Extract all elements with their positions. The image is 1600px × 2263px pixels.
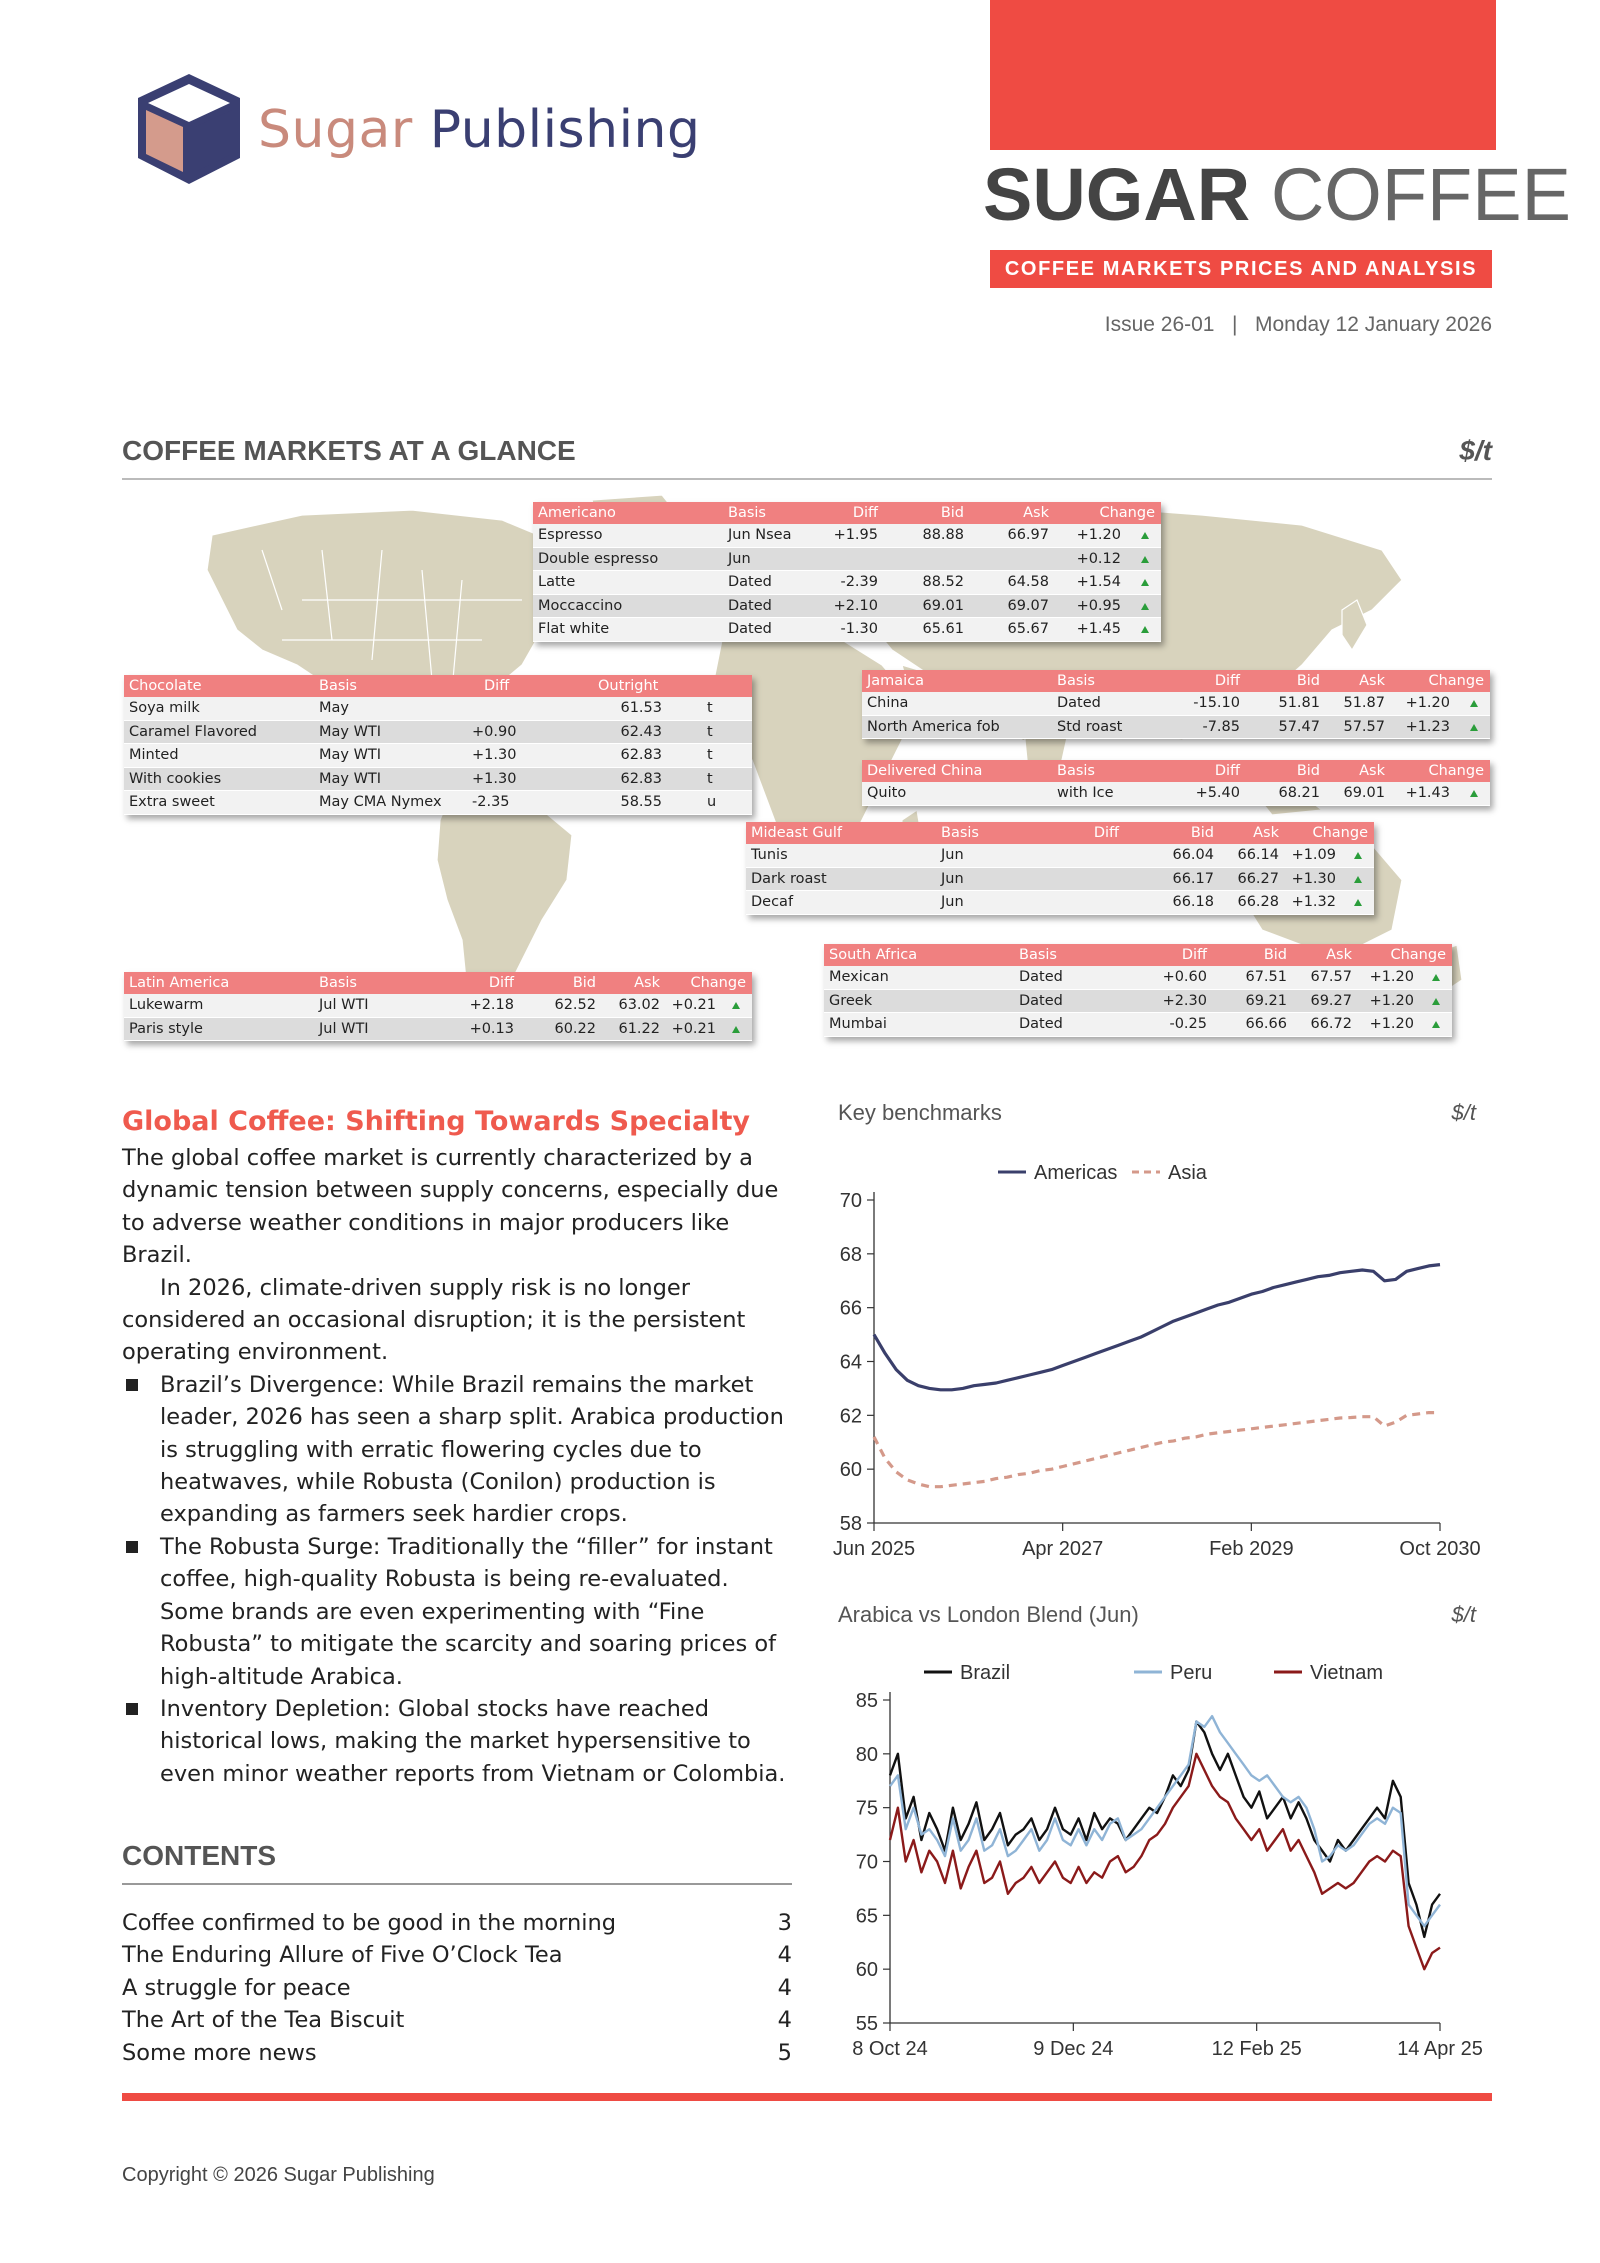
- cell: 57.57: [1343, 718, 1385, 735]
- table-row: [124, 994, 752, 1018]
- table-row: [124, 791, 752, 815]
- contents-item[interactable]: [122, 2040, 792, 2072]
- cell: t: [707, 723, 713, 740]
- header-cell: Diff: [488, 975, 514, 991]
- contents-list: [122, 1910, 792, 2072]
- table-header: [824, 944, 1452, 966]
- up-arrow-icon: [1141, 532, 1149, 539]
- cell: -15.10: [1193, 695, 1240, 711]
- article-bullet: [122, 1693, 792, 1790]
- y-tick-label: 55: [855, 2013, 878, 2035]
- cell: +0.21: [671, 997, 716, 1013]
- article-paragraph: In 2026, climate-driven supply risk is no longer considered an occasional disruption; it is the persistent operating environment.: [122, 1274, 746, 1366]
- cell: 63.02: [618, 997, 660, 1013]
- table-body: [124, 697, 752, 815]
- up-arrow-icon: [1354, 852, 1362, 859]
- x-tick-label: 9 Dec 24: [1033, 2038, 1114, 2060]
- legend-label: Asia: [1168, 1162, 1207, 1184]
- up-arrow-icon: [1470, 724, 1478, 731]
- cell: Caramel Flavored: [129, 723, 258, 740]
- table-row: [533, 571, 1161, 595]
- header-cell: Change: [1312, 825, 1368, 841]
- x-tick-label: Apr 2027: [1022, 1538, 1104, 1560]
- table-row: [746, 891, 1374, 915]
- cell: +1.30: [472, 747, 517, 763]
- cell: Greek: [829, 992, 873, 1009]
- cell: North America fob: [867, 718, 1000, 735]
- legend-label: Americas: [1034, 1162, 1118, 1184]
- header-cell: South Africa: [829, 947, 918, 963]
- y-tick-label: 85: [855, 1690, 878, 1712]
- header-cell: Bid: [1296, 673, 1320, 689]
- table-row: [824, 1013, 1452, 1037]
- cell: Soya milk: [129, 700, 200, 716]
- contents-title: CONTENTS: [122, 1840, 276, 1871]
- table-row: [824, 966, 1452, 990]
- contents-item-label: A struggle for peace: [122, 1974, 351, 2001]
- cell: 66.17: [1172, 870, 1214, 887]
- series-line: [874, 1265, 1440, 1390]
- cell: +1.32: [1291, 894, 1336, 910]
- up-arrow-icon: [732, 1026, 740, 1033]
- y-tick-label: 75: [855, 1797, 878, 1820]
- cell: -2.35: [472, 794, 510, 810]
- masthead-title-light: COFFEE: [1270, 153, 1571, 236]
- cell: Flat white: [538, 621, 610, 637]
- contents-item-page: 4: [777, 1974, 792, 2001]
- table-row: [124, 697, 752, 721]
- up-arrow-icon: [1141, 626, 1149, 633]
- cell: 62.83: [620, 747, 662, 763]
- y-tick-label: 65: [855, 1905, 878, 1928]
- cell: Latte: [538, 574, 576, 590]
- table-row: [862, 692, 1490, 716]
- cell: Jun: [941, 870, 964, 887]
- cell: Dated: [1019, 992, 1063, 1009]
- square-bullet-icon: [126, 1703, 138, 1715]
- cell: 69.01: [922, 597, 964, 614]
- cell: with Ice: [1057, 785, 1114, 801]
- cell: May WTI: [319, 747, 382, 763]
- x-tick-label: 8 Oct 24: [852, 2038, 928, 2060]
- cell: Dated: [1019, 969, 1063, 985]
- cell: Dated: [1057, 695, 1101, 711]
- cell: t: [707, 747, 713, 763]
- cell: May: [319, 700, 349, 716]
- cell: 61.53: [620, 700, 662, 716]
- cell: +1.20: [1369, 1016, 1414, 1032]
- chart-key-benchmarks: [820, 1140, 1500, 1580]
- cell: +0.90: [472, 723, 517, 740]
- cell: +5.40: [1195, 785, 1240, 801]
- cell: 51.87: [1343, 695, 1385, 711]
- cell: +1.20: [1369, 992, 1414, 1009]
- cell: 51.81: [1278, 695, 1320, 711]
- cell: 66.97: [1007, 527, 1049, 543]
- table-latin-america: [124, 972, 752, 1041]
- cell: 66.04: [1172, 847, 1214, 863]
- table-body: [824, 966, 1452, 1037]
- header-cell: Ask: [1359, 673, 1385, 689]
- cell: Jun: [941, 847, 964, 863]
- chart1-unit: $/t: [1451, 1100, 1476, 1125]
- table-header: [862, 760, 1490, 782]
- cell: +1.95: [833, 527, 878, 543]
- header-cell: Ask: [1023, 505, 1049, 521]
- cell: Paris style: [129, 1020, 203, 1037]
- table-row: [124, 721, 752, 745]
- table-header: [533, 502, 1161, 524]
- cell: -2.39: [840, 574, 878, 590]
- header-cell: Change: [1428, 673, 1484, 689]
- legend-label: Peru: [1170, 1662, 1213, 1684]
- cell: +1.20: [1405, 695, 1450, 711]
- copyright: Copyright © 2026 Sugar Publishing: [122, 2164, 435, 2186]
- header-cell: Basis: [941, 825, 979, 841]
- cell: 60.22: [554, 1020, 596, 1037]
- cell: Minted: [129, 747, 179, 763]
- table-row: [124, 744, 752, 768]
- cell: +0.12: [1076, 550, 1121, 567]
- table-south-africa: [824, 944, 1452, 1037]
- x-tick-label: 14 Apr 25: [1397, 2038, 1483, 2060]
- cell: 66.66: [1245, 1016, 1287, 1032]
- issue-date: Monday 12 January 2026: [1255, 313, 1492, 336]
- table-row: [533, 524, 1161, 548]
- header-cell: Bid: [572, 975, 596, 991]
- y-tick-label: 80: [855, 1743, 878, 1766]
- article-bullet: [122, 1531, 792, 1693]
- cell: China: [867, 695, 909, 711]
- cell: 62.52: [554, 997, 596, 1013]
- table-body: [862, 692, 1490, 739]
- cell: 88.88: [922, 527, 964, 543]
- glance-title: COFFEE MARKETS AT A GLANCE: [122, 435, 576, 466]
- x-tick-label: Oct 2030: [1399, 1538, 1481, 1560]
- table-header: [124, 675, 752, 697]
- cell: Jun: [941, 894, 964, 910]
- chart1-title: Key benchmarks: [838, 1100, 1002, 1125]
- y-tick-label: 70: [855, 1851, 878, 1874]
- cell: u: [707, 794, 717, 810]
- glance-unit: $/t: [1459, 435, 1492, 466]
- header-cell: Ask: [634, 975, 660, 991]
- header-cell: Jamaica: [867, 673, 925, 689]
- cell: 65.67: [1007, 621, 1049, 637]
- cell: 69.07: [1007, 597, 1049, 614]
- table-row: [124, 768, 752, 792]
- issue-number: Issue 26-01: [1104, 313, 1215, 336]
- cell: +2.30: [1162, 992, 1207, 1009]
- table-header: [746, 822, 1374, 844]
- table-header: [124, 972, 752, 994]
- legend-label: Vietnam: [1310, 1662, 1384, 1684]
- cell: +2.10: [833, 597, 878, 614]
- table-row: [533, 618, 1161, 642]
- cell: +1.20: [1076, 527, 1121, 543]
- table-mideast-gulf: [746, 822, 1374, 915]
- cell: 66.27: [1237, 870, 1279, 887]
- header-cell: Bid: [940, 505, 964, 521]
- square-bullet-icon: [126, 1541, 138, 1553]
- article-paragraph: The global coffee market is currently characterized by a dynamic tension between supply concerns, especially due to adverse weather conditions in major producers like Brazil.: [122, 1145, 779, 1269]
- table-row: [824, 990, 1452, 1014]
- cell: +0.21: [671, 1020, 716, 1037]
- series-line: [890, 1754, 1440, 1969]
- brand-part1: Sugar: [258, 100, 413, 160]
- y-tick-label: 64: [839, 1351, 862, 1374]
- cell: Quito: [867, 785, 907, 801]
- contents-item-label: The Art of the Tea Biscuit: [122, 2007, 405, 2034]
- table-jamaica: [862, 670, 1490, 739]
- header-cell: Basis: [1019, 947, 1057, 963]
- cell: Dated: [1019, 1016, 1063, 1032]
- cell: t: [707, 700, 713, 716]
- cell: 69.21: [1245, 992, 1287, 1009]
- masthead-red-block: [990, 0, 1496, 150]
- up-arrow-icon: [1470, 700, 1478, 707]
- table-body: [124, 994, 752, 1041]
- table-chocolate: [124, 675, 752, 815]
- cell: +1.54: [1076, 574, 1121, 590]
- header-cell: Americano: [538, 505, 616, 521]
- cell: -0.25: [1169, 1016, 1207, 1032]
- cell: Mexican: [829, 969, 889, 985]
- chart2-title: Arabica vs London Blend (Jun): [838, 1602, 1139, 1627]
- contents-item[interactable]: [122, 2007, 792, 2039]
- cell: Dark roast: [751, 870, 827, 887]
- header-cell: Ask: [1326, 947, 1352, 963]
- header-cell: Diff: [1093, 825, 1119, 841]
- cell: Decaf: [751, 894, 794, 910]
- y-tick-label: 60: [855, 1959, 878, 1982]
- contents-item-page: 4: [777, 2007, 792, 2034]
- header-cell: Ask: [1359, 763, 1385, 779]
- x-tick-label: 12 Feb 25: [1211, 2038, 1302, 2060]
- cell: t: [707, 770, 713, 787]
- cell: Double espresso: [538, 550, 659, 567]
- contents-item[interactable]: [122, 1975, 792, 2007]
- cell: +0.13: [469, 1020, 514, 1037]
- cell: Jul WTI: [319, 1020, 369, 1037]
- header-cell: Change: [690, 975, 746, 991]
- header-cell: Basis: [319, 975, 357, 991]
- brand-part2: Publishing: [429, 100, 701, 160]
- header-cell: Basis: [1057, 673, 1095, 689]
- brand-name: [258, 100, 701, 160]
- cell: 66.28: [1237, 894, 1279, 910]
- header-cell: Latin America: [129, 975, 230, 991]
- header-cell: Basis: [1057, 763, 1095, 779]
- masthead-title: [983, 153, 1571, 236]
- header-cell: Diff: [852, 505, 878, 521]
- cell: Extra sweet: [129, 794, 215, 810]
- cell: Std roast: [1057, 718, 1123, 735]
- cell: Moccaccino: [538, 597, 623, 614]
- bullet-text: Inventory Depletion: Global stocks have reached historical lows, making the market hypersensitive to even minor weather reports from Vietnam or Colombia.: [160, 1695, 786, 1787]
- chart2-unit: $/t: [1451, 1602, 1476, 1627]
- cell: May CMA Nymex: [319, 794, 442, 810]
- header-cell: Bid: [1190, 825, 1214, 841]
- table-row: [746, 868, 1374, 892]
- header-cell: Bid: [1296, 763, 1320, 779]
- article-bullet: [122, 1369, 792, 1531]
- header-cell: Change: [1390, 947, 1446, 963]
- up-arrow-icon: [732, 1002, 740, 1009]
- header-cell: Diff: [1214, 673, 1240, 689]
- cell: Mumbai: [829, 1016, 887, 1032]
- up-arrow-icon: [1141, 556, 1149, 563]
- up-arrow-icon: [1432, 998, 1440, 1005]
- header-cell: Change: [1428, 763, 1484, 779]
- header-cell: Delivered China: [867, 763, 983, 779]
- masthead-subtitle: COFFEE MARKETS PRICES AND ANALYSIS: [990, 250, 1492, 288]
- table-row: [533, 595, 1161, 619]
- contents-divider: [122, 1883, 792, 1885]
- contents-item-label: Coffee confirmed to be good in the morning: [122, 1910, 617, 1936]
- cell: +2.18: [469, 997, 514, 1013]
- cell: +1.45: [1076, 621, 1121, 637]
- cell: Lukewarm: [129, 997, 204, 1013]
- y-tick-label: 62: [839, 1405, 862, 1428]
- contents-item-label: The Enduring Allure of Five O’Clock Tea: [122, 1942, 563, 1969]
- glance-divider: [122, 478, 1492, 480]
- header-cell: Mideast Gulf: [751, 825, 842, 841]
- cell: Jun: [728, 550, 751, 567]
- cell: 68.21: [1278, 785, 1320, 801]
- contents-item[interactable]: [122, 1942, 792, 1974]
- header-cell: Diff: [1214, 763, 1240, 779]
- table-row: [862, 782, 1490, 806]
- issue-separator: |: [1232, 313, 1238, 336]
- cell: Jun Nsea: [728, 527, 792, 543]
- table-header: [862, 670, 1490, 692]
- article-body: [122, 1142, 792, 1790]
- contents-item-page: 5: [777, 2039, 792, 2066]
- header-cell: Basis: [319, 678, 357, 694]
- table-body: [746, 844, 1374, 915]
- up-arrow-icon: [1354, 899, 1362, 906]
- header-cell: Bid: [1263, 947, 1287, 963]
- y-tick-label: 66: [839, 1297, 862, 1320]
- issue-line: [1040, 313, 1492, 337]
- chart-arabica-london: [820, 1640, 1500, 2080]
- x-tick-label: Jun 2025: [832, 1538, 916, 1560]
- cell: Tunis: [751, 847, 788, 863]
- cell: 58.55: [620, 794, 662, 810]
- bullet-text: The Robusta Surge: Traditionally the “filler” for instant coffee, high-quality Robusta is being re-evaluated. Some brands are even experimenting with “Fine Robusta” to mitigate the scarcity and soaring prices of high-altitude Arabica.: [160, 1533, 777, 1690]
- cell: Jul WTI: [319, 997, 369, 1013]
- header-cell: Diff: [1181, 947, 1207, 963]
- header-cell: Chocolate: [129, 678, 202, 694]
- cell: +1.20: [1369, 969, 1414, 985]
- masthead-title-bold: SUGAR: [983, 153, 1251, 236]
- table-americano: [533, 502, 1161, 642]
- cell: 57.47: [1278, 718, 1320, 735]
- table-row: [746, 844, 1374, 868]
- x-tick-label: Feb 2029: [1209, 1538, 1294, 1560]
- bullet-text: Brazil’s Divergence: While Brazil remains the market leader, 2026 has seen a sharp split. Arabica production is struggling with erratic flowering cycles due to heatwaves, while Robusta (Conilon) production is expanding as farmers seek hardier crops.: [160, 1371, 784, 1528]
- cell: 66.72: [1310, 1016, 1352, 1032]
- up-arrow-icon: [1470, 790, 1478, 797]
- table-row: [533, 548, 1161, 572]
- cell: +0.95: [1076, 597, 1121, 614]
- cell: +1.43: [1405, 785, 1450, 801]
- header-cell: Ask: [1253, 825, 1279, 841]
- cell: -7.85: [1202, 718, 1240, 735]
- cell: -1.30: [840, 621, 878, 637]
- up-arrow-icon: [1354, 876, 1362, 883]
- table-row: [862, 716, 1490, 740]
- cell: May WTI: [319, 723, 382, 740]
- sugar-publishing-logo: [130, 70, 248, 188]
- up-arrow-icon: [1432, 1021, 1440, 1028]
- contents-item[interactable]: [122, 1910, 792, 1942]
- cell: +0.60: [1162, 969, 1207, 985]
- cell: 67.51: [1245, 969, 1287, 985]
- y-tick-label: 68: [839, 1243, 862, 1266]
- cell: 65.61: [922, 621, 964, 637]
- cell: 66.14: [1237, 847, 1279, 863]
- cell: May WTI: [319, 770, 382, 787]
- table-body: [862, 782, 1490, 806]
- table-row: [124, 1018, 752, 1042]
- y-tick-label: 70: [839, 1190, 862, 1212]
- cell: 64.58: [1007, 574, 1049, 590]
- header-cell: Diff: [484, 678, 510, 694]
- cell: Espresso: [538, 527, 603, 543]
- cell: 69.27: [1310, 992, 1352, 1009]
- cell: 88.52: [922, 574, 964, 590]
- cell: +1.23: [1405, 718, 1450, 735]
- cell: Dated: [728, 597, 772, 614]
- article-title: Global Coffee: Shifting Towards Specialty: [122, 1106, 750, 1137]
- table-body: [533, 524, 1161, 642]
- footer-rule: [122, 2093, 1492, 2101]
- legend-label: Brazil: [960, 1662, 1011, 1684]
- cell: +1.30: [1291, 870, 1336, 887]
- square-bullet-icon: [126, 1379, 138, 1391]
- table-delivered-china: [862, 760, 1490, 806]
- cell: 61.22: [618, 1020, 660, 1037]
- contents-item-label: Some more news: [122, 2039, 317, 2066]
- up-arrow-icon: [1141, 579, 1149, 586]
- up-arrow-icon: [1141, 603, 1149, 610]
- cell: 62.83: [620, 770, 662, 787]
- series-line: [874, 1413, 1440, 1487]
- header-cell: Change: [1099, 505, 1155, 521]
- y-tick-label: 58: [839, 1513, 862, 1535]
- up-arrow-icon: [1432, 974, 1440, 981]
- cell: 69.01: [1343, 785, 1385, 801]
- cell: +1.30: [472, 770, 517, 787]
- contents-item-page: 4: [777, 1942, 792, 1969]
- cell: 62.43: [620, 723, 662, 740]
- cell: +1.09: [1291, 847, 1336, 863]
- cell: Dated: [728, 621, 772, 637]
- cell: With cookies: [129, 770, 222, 787]
- header-cell: Basis: [728, 505, 766, 521]
- cell: Dated: [728, 574, 772, 590]
- contents-item-page: 3: [777, 1910, 792, 1936]
- cell: 67.57: [1310, 969, 1352, 985]
- y-tick-label: 60: [839, 1459, 862, 1482]
- cell: 66.18: [1172, 894, 1214, 910]
- header-cell: Outright: [598, 678, 659, 694]
